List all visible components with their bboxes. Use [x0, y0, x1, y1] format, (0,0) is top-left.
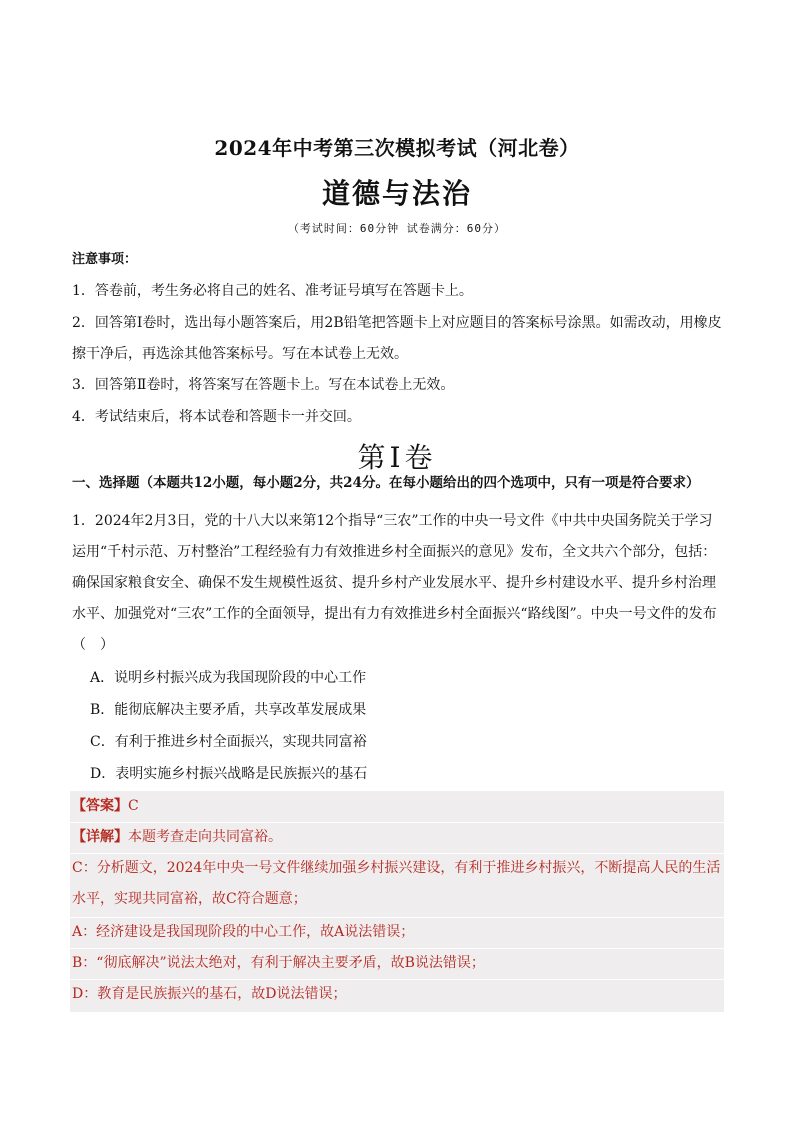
exam-title: 2024年中考第三次模拟考试（河北卷）: [214, 136, 580, 160]
notes-heading: 注意事项：: [72, 252, 138, 267]
explanation-d: D：教育是民族振兴的基石，故D说法错误；: [72, 986, 347, 1002]
detail-line: [70, 822, 724, 853]
exam-info: （考试时间：60分钟 试卷满分：60分）: [287, 222, 507, 235]
subject-title: 道德与法治: [321, 177, 472, 210]
section-heading-rules: 本题共12小题，每小题2分，共24分。在每小题给出的四个选项中，只有一项是符合要求: [153, 475, 686, 491]
option-b: B．能彻底解决主要矛盾，共享改革发展成果: [90, 702, 367, 718]
answer-tag: 【答案】: [72, 798, 128, 814]
note-item: 2．回答第Ⅰ卷时，选出每小题答案后，用2B铅笔把答题卡上对应题目的答案标号涂黑。如需改动，用橡皮擦干净后，再选涂其他答案标号。写在本试卷上无效。: [72, 315, 722, 362]
option-c: C．有利于推进乡村全面振兴，实现共同富裕: [90, 734, 367, 750]
detail-text: 本题考查走向共同富裕。: [128, 829, 282, 845]
explanation-c: C：分析题文，2024年中央一号文件继续加强乡村振兴建设，有利于推进乡村振兴，不断提高人民的生活水平，实现共同富裕，故C符合题意；: [72, 860, 721, 907]
answer-line: [70, 791, 724, 822]
answer-value: C: [128, 798, 139, 814]
explanation-a: A：经济建设是我国现阶段的中心工作，故A说法错误；: [72, 924, 415, 940]
question-stem: 1．2024年2月3日，党的十八大以来第12个指导“三农”工作的中央一号文件《中共中央国务院关于学习运用“千村示范、万村整治”工程经验有力有效推进乡村全面振兴的意见》发布，全文共六个部分，包括：确保国家粮食安全、确保不发生规模性返贫、提升乡村产业发展水平、提升乡村建设水平、提升乡村治理水平、加强党对“三农”工作的全面领导，提出有力有效推进乡村全面振兴“路线图”。中央一号文件的发布: [72, 513, 717, 622]
option-d: D．表明实施乡村振兴战略是民族振兴的基石: [90, 766, 368, 782]
section-title: 第Ⅰ卷: [357, 441, 437, 474]
section-heading-suffix: ）: [685, 475, 700, 491]
option-a: A．说明乡村振兴成为我国现阶段的中心工作: [90, 670, 367, 686]
note-item: 1．答卷前，考生务必将自己的姓名、准考证号填写在答题卡上。: [72, 283, 473, 299]
section-heading-prefix: 一、选择题（: [72, 475, 153, 491]
explanation-b: B：“彻底解决”说法太绝对，有利于解决主要矛盾，故B说法错误；: [72, 955, 485, 971]
note-item: 3．回答第Ⅱ卷时，将答案写在答题卡上。写在本试卷上无效。: [72, 377, 455, 393]
detail-tag: 【详解】: [72, 829, 128, 845]
answer-bracket: （ ）: [72, 637, 114, 653]
section-heading: [72, 468, 722, 499]
note-item: 4．考试结束后，将本试卷和答题卡一并交回。: [72, 409, 361, 425]
